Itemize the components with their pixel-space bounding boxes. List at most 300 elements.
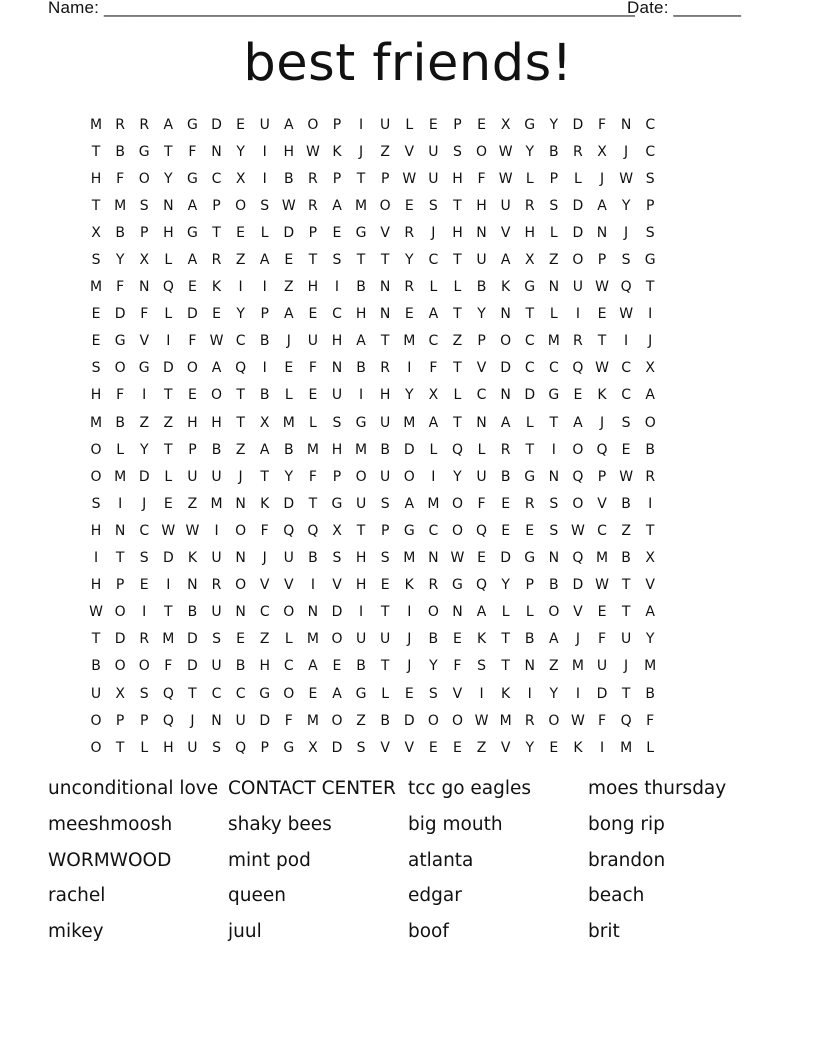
grid-letter: B xyxy=(283,441,294,458)
word-bank-item: mikey xyxy=(48,921,104,943)
grid-letter: G xyxy=(548,387,560,404)
grid-letter: T xyxy=(645,279,655,296)
grid-row xyxy=(84,545,662,572)
word-bank-item: juul xyxy=(228,921,262,943)
grid-letter: X xyxy=(139,252,150,269)
grid-letter: V xyxy=(500,739,511,756)
grid-letter: H xyxy=(259,658,270,675)
grid-letter: V xyxy=(404,739,415,756)
grid-letter: T xyxy=(549,414,559,431)
grid-letter: B xyxy=(356,658,366,675)
grid-letter: C xyxy=(259,604,270,621)
grid-letter: S xyxy=(332,550,342,567)
grid-letter: S xyxy=(91,252,101,269)
grid-letter: C xyxy=(428,522,439,539)
grid-letter: P xyxy=(597,468,607,485)
grid-letter: N xyxy=(211,712,222,729)
grid-letter: T xyxy=(91,197,101,214)
grid-letter: I xyxy=(310,577,315,594)
grid-letter: C xyxy=(548,360,559,377)
grid-letter: H xyxy=(355,550,367,567)
grid-letter: X xyxy=(115,685,125,702)
grid-letter: O xyxy=(548,604,560,621)
grid-letter: C xyxy=(597,522,607,539)
grid-letter: Z xyxy=(235,441,246,458)
grid-letter: P xyxy=(308,224,318,241)
grid-letter: D xyxy=(162,360,174,377)
grid-letter: N xyxy=(138,279,150,296)
grid-letter: M xyxy=(403,550,416,567)
grid-letter: L xyxy=(116,441,125,458)
grid-letter: E xyxy=(380,577,390,594)
grid-letter: Q xyxy=(476,522,488,539)
grid-letter: L xyxy=(453,387,462,404)
grid-letter: H xyxy=(163,224,174,241)
grid-letter: P xyxy=(332,116,342,133)
grid-letter: U xyxy=(235,712,246,729)
grid-letter: T xyxy=(164,387,173,404)
grid-letter: V xyxy=(380,224,390,241)
grid-letter: A xyxy=(645,604,655,621)
grid-letter: J xyxy=(599,414,605,431)
grid-letter: Q xyxy=(620,712,632,729)
grid-letter: T xyxy=(597,333,607,350)
grid-letter: B xyxy=(259,387,270,404)
grid-letter: H xyxy=(90,170,102,187)
grid-letter: O xyxy=(211,387,223,404)
grid-letter: M xyxy=(644,658,657,675)
grid-letter: C xyxy=(524,333,535,350)
grid-letter: L xyxy=(525,170,534,187)
grid-letter: J xyxy=(286,333,291,350)
grid-letter: S xyxy=(356,739,366,756)
grid-letter: M xyxy=(403,333,416,350)
grid-letter: U xyxy=(283,550,294,567)
grid-letter: V xyxy=(139,333,150,350)
grid-letter: L xyxy=(525,414,534,431)
grid-letter: W xyxy=(619,306,634,323)
grid-letter: G xyxy=(259,685,271,702)
grid-letter: J xyxy=(431,224,436,241)
grid-letter: R xyxy=(211,577,222,594)
grid-letter: E xyxy=(453,631,462,648)
grid-letter: B xyxy=(115,224,125,241)
grid-letter: N xyxy=(524,658,535,675)
grid-letter: M xyxy=(162,631,175,648)
grid-letter: L xyxy=(260,224,269,241)
grid-letter: M xyxy=(571,658,584,675)
grid-letter: O xyxy=(355,468,367,485)
grid-letter: P xyxy=(525,577,534,594)
grid-letter: Q xyxy=(162,279,174,296)
grid-letter: Y xyxy=(236,306,245,323)
grid-letter: K xyxy=(332,143,342,160)
grid-letter: L xyxy=(549,224,558,241)
grid-letter: D xyxy=(187,658,198,675)
grid-letter: V xyxy=(645,577,655,594)
grid-letter: Y xyxy=(645,631,655,648)
grid-letter: A xyxy=(211,360,222,377)
grid-letter: U xyxy=(90,685,102,702)
grid-letter: E xyxy=(477,116,486,133)
grid-letter: Q xyxy=(162,712,174,729)
grid-letter: W xyxy=(402,170,417,187)
grid-letter: E xyxy=(284,360,294,377)
grid-row xyxy=(84,192,662,219)
grid-letter: U xyxy=(500,197,511,214)
grid-letter: I xyxy=(407,604,412,621)
grid-row xyxy=(84,680,662,707)
grid-letter: T xyxy=(621,577,631,594)
grid-letter: J xyxy=(575,631,580,648)
grid-letter: R xyxy=(500,441,511,458)
grid-letter: I xyxy=(624,333,629,350)
grid-letter: F xyxy=(477,170,486,187)
grid-letter: M xyxy=(306,441,319,458)
grid-letter: W xyxy=(185,522,200,539)
grid-letter: P xyxy=(140,712,149,729)
grid-letter: E xyxy=(332,658,342,675)
grid-letter: T xyxy=(91,631,101,648)
grid-letter: D xyxy=(500,360,512,377)
grid-letter: M xyxy=(355,441,368,458)
grid-letter: G xyxy=(524,468,536,485)
grid-letter: S xyxy=(91,495,101,512)
grid-letter: J xyxy=(238,468,243,485)
grid-letter: A xyxy=(187,197,198,214)
grid-letter: V xyxy=(500,224,511,241)
grid-letter: Z xyxy=(452,333,463,350)
grid-letter: J xyxy=(624,658,629,675)
grid-row xyxy=(84,355,662,382)
grid-letter: U xyxy=(380,631,391,648)
grid-letter: O xyxy=(90,712,102,729)
grid-letter: V xyxy=(380,739,390,756)
grid-letter: L xyxy=(453,279,462,296)
grid-letter: L xyxy=(477,441,486,458)
grid-letter: O xyxy=(427,712,439,729)
grid-letter: Y xyxy=(404,387,414,404)
grid-letter: H xyxy=(283,143,295,160)
grid-letter: L xyxy=(164,468,173,485)
grid-letter: D xyxy=(138,468,150,485)
grid-letter: L xyxy=(381,685,390,702)
grid-letter: V xyxy=(332,577,342,594)
grid-letter: A xyxy=(645,387,655,404)
grid-letter: R xyxy=(524,495,535,512)
grid-letter: I xyxy=(214,522,219,539)
grid-letter: E xyxy=(501,522,511,539)
grid-letter: G xyxy=(355,414,367,431)
grid-letter: H xyxy=(90,387,102,404)
grid-letter: F xyxy=(308,360,317,377)
grid-letter: O xyxy=(572,441,584,458)
grid-letter: O xyxy=(138,658,150,675)
grid-row xyxy=(84,707,662,734)
grid-letter: J xyxy=(599,170,605,187)
grid-letter: T xyxy=(164,441,173,458)
grid-letter: X xyxy=(524,252,535,269)
grid-letter: P xyxy=(332,468,342,485)
grid-letter: C xyxy=(428,252,439,269)
grid-letter: F xyxy=(260,522,269,539)
grid-letter: E xyxy=(91,333,101,350)
grid-letter: B xyxy=(621,550,631,567)
grid-letter: M xyxy=(114,468,127,485)
grid-letter: W xyxy=(595,577,609,594)
grid-letter: O xyxy=(90,441,102,458)
grid-letter: G xyxy=(644,252,656,269)
grid-letter: I xyxy=(575,685,580,702)
grid-row xyxy=(84,138,662,165)
grid-letter: S xyxy=(332,252,342,269)
grid-letter: G xyxy=(524,550,536,567)
grid-letter: P xyxy=(260,739,269,756)
grid-letter: A xyxy=(428,306,439,323)
grid-letter: T xyxy=(453,197,462,214)
grid-letter: H xyxy=(452,170,463,187)
grid-letter: R xyxy=(404,224,415,241)
grid-letter: D xyxy=(259,712,271,729)
word-bank-item: bong rip xyxy=(588,813,665,835)
grid-letter: T xyxy=(356,522,366,539)
grid-letter: R xyxy=(115,116,125,133)
grid-letter: Z xyxy=(284,279,294,296)
grid-letter: N xyxy=(452,604,463,621)
grid-row xyxy=(84,382,662,409)
grid-letter: R xyxy=(211,252,222,269)
grid-letter: E xyxy=(236,224,246,241)
grid-letter: J xyxy=(262,550,267,567)
grid-letter: T xyxy=(356,170,366,187)
grid-letter: C xyxy=(524,360,535,377)
grid-letter: I xyxy=(142,604,147,621)
grid-letter: A xyxy=(500,252,511,269)
grid-letter: M xyxy=(90,279,103,296)
grid-letter: T xyxy=(188,685,197,702)
grid-letter: A xyxy=(549,631,559,648)
grid-letter: G xyxy=(283,739,295,756)
grid-letter: Y xyxy=(621,197,631,214)
grid-letter: A xyxy=(308,658,318,675)
grid-letter: R xyxy=(645,468,656,485)
grid-letter: A xyxy=(284,306,294,323)
grid-letter: D xyxy=(211,116,222,133)
grid-letter: E xyxy=(308,387,318,404)
grid-letter: L xyxy=(284,631,293,648)
grid-letter: H xyxy=(331,441,343,458)
word-bank-item: WORMWOOD xyxy=(48,849,172,871)
grid-letter: X xyxy=(91,224,101,241)
grid-letter: O xyxy=(379,197,391,214)
grid-letter: Z xyxy=(187,495,198,512)
grid-row xyxy=(84,490,662,517)
grid-letter: C xyxy=(645,143,656,160)
grid-letter: W xyxy=(209,333,224,350)
grid-letter: N xyxy=(476,224,487,241)
word-bank-item: big mouth xyxy=(408,813,503,835)
grid-letter: S xyxy=(212,739,221,756)
grid-letter: C xyxy=(283,658,294,675)
grid-letter: Z xyxy=(549,252,559,269)
word-bank-item: moes thursday xyxy=(588,778,727,799)
grid-letter: E xyxy=(236,631,246,648)
grid-letter: P xyxy=(188,441,197,458)
grid-letter: B xyxy=(259,333,270,350)
grid-letter: E xyxy=(163,495,173,512)
grid-letter: C xyxy=(211,685,222,702)
grid-letter: B xyxy=(283,170,294,187)
grid-letter: E xyxy=(404,685,414,702)
grid-letter: Z xyxy=(380,143,390,160)
grid-letter: G xyxy=(186,116,198,133)
grid-letter: O xyxy=(90,468,102,485)
grid-letter: Z xyxy=(163,414,174,431)
grid-letter: S xyxy=(549,197,559,214)
grid-letter: E xyxy=(332,224,342,241)
grid-letter: T xyxy=(501,658,510,675)
grid-letter: S xyxy=(380,550,390,567)
grid-row xyxy=(84,517,662,544)
grid-letter: P xyxy=(549,170,559,187)
grid-letter: T xyxy=(621,604,631,621)
grid-letter: M xyxy=(306,631,319,648)
word-bank-item: queen xyxy=(228,885,286,907)
grid-letter: U xyxy=(476,252,487,269)
grid-letter: G xyxy=(524,279,536,296)
grid-letter: B xyxy=(500,468,511,485)
grid-letter: F xyxy=(116,387,125,404)
grid-letter: J xyxy=(407,658,412,675)
grid-letter: V xyxy=(259,577,270,594)
grid-letter: H xyxy=(355,306,367,323)
grid-letter: T xyxy=(115,550,125,567)
grid-letter: Y xyxy=(164,170,173,187)
grid-letter: D xyxy=(187,306,198,323)
grid-row xyxy=(84,409,662,436)
grid-letter: D xyxy=(283,495,295,512)
grid-letter: E xyxy=(525,522,535,539)
grid-letter: L xyxy=(501,604,510,621)
grid-letter: S xyxy=(453,143,462,160)
grid-letter: L xyxy=(549,306,558,323)
grid-letter: W xyxy=(161,522,176,539)
grid-letter: Q xyxy=(596,441,608,458)
grid-letter: W xyxy=(619,468,634,485)
grid-letter: R xyxy=(404,279,415,296)
grid-row xyxy=(84,328,662,355)
grid-letter: E xyxy=(428,116,438,133)
grid-letter: F xyxy=(116,170,125,187)
grid-letter: U xyxy=(355,631,367,648)
grid-letter: Z xyxy=(259,631,270,648)
grid-letter: O xyxy=(548,712,560,729)
grid-letter: N xyxy=(500,387,511,404)
grid-letter: N xyxy=(235,604,246,621)
grid-letter: S xyxy=(139,550,149,567)
header xyxy=(48,0,742,18)
grid-letter: M xyxy=(90,116,103,133)
word-bank-item: beach xyxy=(588,885,645,907)
grid-letter: M xyxy=(306,712,319,729)
grid-letter: H xyxy=(90,522,102,539)
grid-letter: D xyxy=(572,116,584,133)
grid-letter: A xyxy=(597,197,607,214)
page-title: best friends! xyxy=(243,34,573,93)
grid-letter: D xyxy=(283,224,295,241)
grid-letter: C xyxy=(211,170,222,187)
grid-letter: M xyxy=(403,414,416,431)
grid-letter: T xyxy=(525,441,535,458)
grid-letter: O xyxy=(283,685,295,702)
grid-letter: G xyxy=(452,577,463,594)
grid-letter: I xyxy=(262,143,267,160)
grid-letter: G xyxy=(355,224,367,241)
grid-letter: Q xyxy=(572,468,584,485)
grid-letter: M xyxy=(547,333,560,350)
word-bank-item: unconditional love xyxy=(48,778,219,799)
grid-letter: H xyxy=(452,224,463,241)
grid-letter: Q xyxy=(572,550,584,567)
grid-letter: E xyxy=(91,306,101,323)
grid-letter: Z xyxy=(356,712,366,729)
grid-letter: U xyxy=(476,468,487,485)
grid-letter: N xyxy=(307,604,319,621)
grid-letter: J xyxy=(190,712,195,729)
grid-letter: D xyxy=(500,550,512,567)
grid-letter: T xyxy=(308,495,318,512)
grid-letter: H xyxy=(187,414,198,431)
grid-letter: O xyxy=(186,360,198,377)
grid-letter: T xyxy=(453,360,462,377)
grid-letter: X xyxy=(645,360,655,377)
grid-row xyxy=(84,653,662,680)
grid-letter: G xyxy=(355,685,367,702)
grid-letter: W xyxy=(89,604,103,621)
grid-letter: B xyxy=(621,495,631,512)
grid-letter: Z xyxy=(235,252,246,269)
grid-letter: I xyxy=(599,739,605,756)
grid-letter: R xyxy=(139,116,150,133)
grid-letter: P xyxy=(380,170,390,187)
grid-letter: D xyxy=(187,631,198,648)
grid-letter: T xyxy=(356,252,366,269)
grid-letter: T xyxy=(91,143,101,160)
grid-letter: V xyxy=(284,577,294,594)
grid-letter: N xyxy=(548,279,560,296)
word-bank-item: atlanta xyxy=(408,849,474,871)
grid-letter: E xyxy=(139,577,149,594)
grid-letter: Q xyxy=(620,279,632,296)
grid-letter: O xyxy=(235,522,247,539)
grid-letter: V xyxy=(597,495,607,512)
grid-letter: B xyxy=(211,441,222,458)
grid-letter: B xyxy=(115,143,125,160)
grid-letter: S xyxy=(332,414,342,431)
grid-letter: H xyxy=(524,224,535,241)
grid-letter: A xyxy=(332,197,342,214)
grid-letter: I xyxy=(527,685,532,702)
grid-letter: G xyxy=(524,116,536,133)
grid-letter: X xyxy=(332,522,342,539)
grid-letter: M xyxy=(90,414,103,431)
grid-letter: I xyxy=(93,550,99,567)
grid-letter: K xyxy=(260,495,270,512)
grid-letter: G xyxy=(331,495,343,512)
word-bank xyxy=(48,778,768,957)
grid-letter: T xyxy=(164,604,173,621)
grid-letter: L xyxy=(405,116,414,133)
